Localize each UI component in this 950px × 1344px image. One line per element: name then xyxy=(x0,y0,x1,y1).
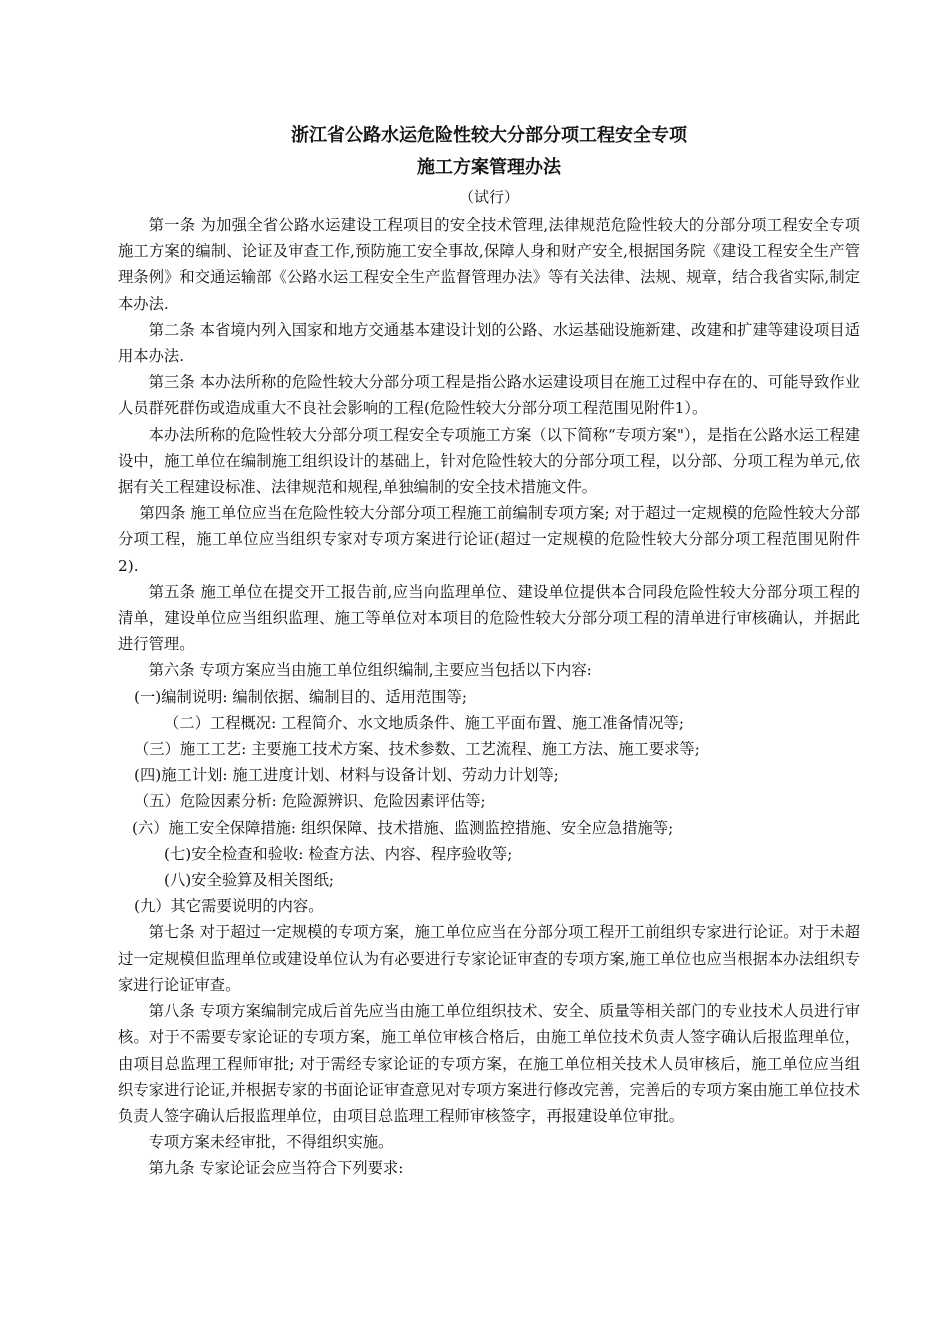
list-item: (六）施工安全保障措施: 组织保障、技术措施、监测监控措施、安全应急措施等; xyxy=(132,818,674,837)
list-item: （三）施工工艺: 主要施工技术方案、技术参数、工艺流程、施工方法、施工要求等; xyxy=(134,740,700,759)
article-9: 第九条 专家论证会应当符合下列要求: xyxy=(148,1159,404,1178)
article-3-definition: 本办法所称的危险性较大分部分项工程安全专项施工方案（以下简称“专项方案"），是指在公路水运工程建设中，施工单位在编制施工组织设计的基础上，针对危险性较大的分部分项工程，以分部、分项工程为单元,依据有关工程建设标准、法律规范和规程,单独编制的安全技术措施文件。 xyxy=(118,425,860,497)
article-5: 第五条 施工单位在提交开工报告前,应当向监理单位、建设单位提供本合同段危险性较大分部分项工程的清单，建设单位应当组织监理、施工等单位对本项目的危险性较大分部分项工程的清单进行审核确认，并据此进行管理。 xyxy=(118,582,860,654)
article-7: 第七条 对于超过一定规模的专项方案，施工单位应当在分部分项工程开工前组织专家进行论证。对于未超过一定规模但监理单位或建设单位认为有必要进行专家论证审查的专项方案,施工单位也应当根据本办法组织专家进行论证审查。 xyxy=(118,923,860,994)
list-item: (九）其它需要说明的内容。 xyxy=(134,897,324,916)
list-item: (八)安全验算及相关图纸; xyxy=(164,871,335,890)
article-8-note: 专项方案未经审批，不得组织实施。 xyxy=(148,1133,394,1152)
list-item: (一)编制说明: 编制依据、编制目的、适用范围等; xyxy=(134,687,468,706)
list-item: （二）工程概况: 工程简介、水文地质条件、施工平面布置、施工准备情况等; xyxy=(164,713,684,732)
article-6: 第六条 专项方案应当由施工单位组织编制,主要应当包括以下内容: xyxy=(148,661,592,680)
list-item: (四)施工计划: 施工进度计划、材料与设备计划、劳动力计划等; xyxy=(134,766,559,785)
article-4: 第四条 施工单位应当在危险性较大分部分项工程施工前编制专项方案; 对于超过一定规模的危险性较大分部分项工程，施工单位应当组织专家对专项方案进行论证(超过一定规模的危险性较大分部分项工程范围见附件 2). xyxy=(118,504,860,575)
document-subtitle: （试行） xyxy=(458,188,519,206)
list-item: （五）危险因素分析: 危险源辨识、危险因素评估等; xyxy=(134,792,486,811)
document-title-line-2: 施工方案管理办法 xyxy=(417,157,561,178)
document-title-line-1: 浙江省公路水运危险性较大分部分项工程安全专项 xyxy=(291,125,687,146)
list-item: (七)安全检查和验收: 检查方法、内容、程序验收等; xyxy=(164,844,513,863)
article-3: 第三条 本办法所称的危险性较大分部分项工程是指公路水运建设项目在施工过程中存在的、可能导致作业人员群死群伤或造成重大不良社会影响的工程(危险性较大分部分项工程范围见附件1）。 xyxy=(118,373,860,418)
article-2: 第二条 本省境内列入国家和地方交通基本建设计划的公路、水运基础设施新建、改建和扩建等建设项目适用本办法. xyxy=(118,320,860,366)
article-1: 第一条 为加强全省公路水运建设工程项目的安全技术管理,法律规范危险性较大的分部分项工程安全专项施工方案的编制、论证及审查工作,预防施工安全事故,保障人身和财产安全,根据国务院《建设工程安全生产管理条例》和交通运输部《公路水运工程安全生产监督管理办法》等有关法律、法规、规章，结合我省实际,制定本办法. xyxy=(118,216,860,313)
article-8: 第八条 专项方案编制完成后首先应当由施工单位组织技术、安全、质量等相关部门的专业技术人员进行审核。对于不需要专家论证的专项方案，施工单位审核合格后，由施工单位技术负责人签字确认后报监理单位，由项目总监理工程师审批; 对于需经专家论证的专项方案，在施工单位相关技术人员审核后，施工单位应当组织专家进行论证,并根据专家的书面论证审查意见对专项方案进行修改完善，完善后的专项方案由施工单位技术负责人签字确认后报监理单位，由项目总监理工程师审核签字，再报建设单位审批。 xyxy=(118,1002,860,1125)
document-body xyxy=(118,120,860,1182)
